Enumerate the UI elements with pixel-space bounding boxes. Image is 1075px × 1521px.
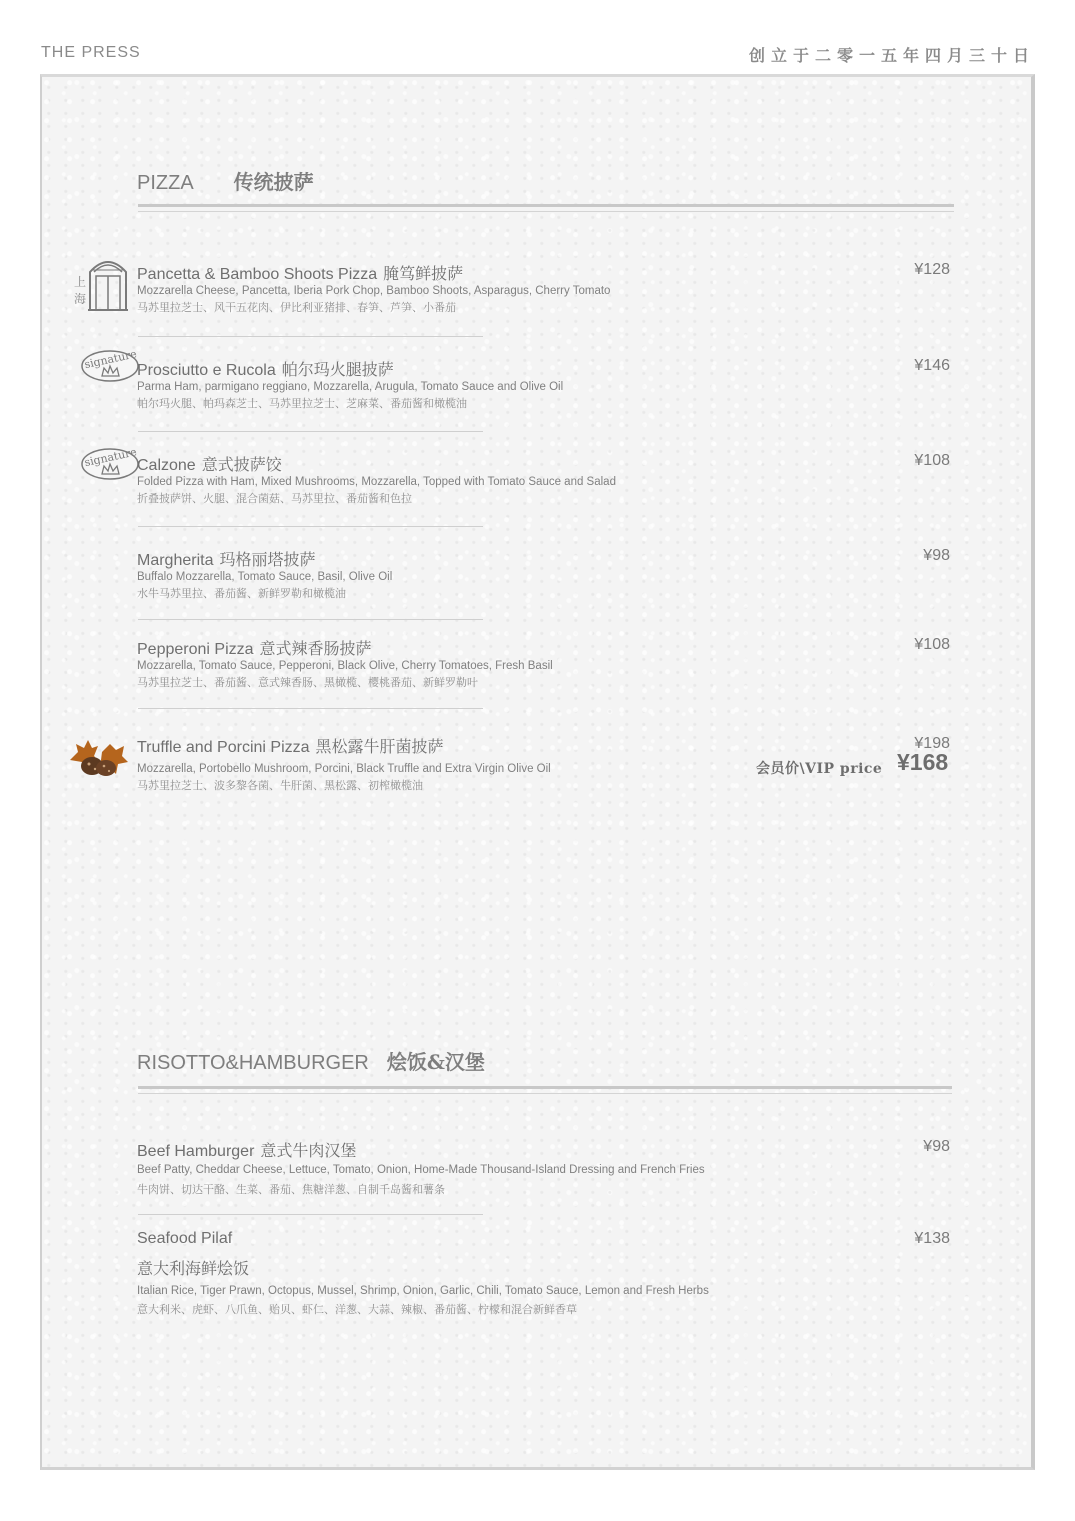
signature-crown-icon [80,346,140,382]
item-name [137,357,957,380]
item-name-en: Seafood Pilaf [137,1230,233,1247]
item-price: ¥138 [914,1230,950,1247]
item-desc-en: Buffalo Mozzarella, Tomato Sauce, Basil, Olive Oil [137,571,393,583]
section-rule-thin [138,211,954,212]
item-divider [138,431,483,432]
menu-item [137,636,957,690]
signature-text: signature [83,445,138,470]
item-desc-cn: 折叠披萨饼、火腿、混合菌菇、马苏里拉、番茄酱和色拉 [137,493,412,505]
item-name [137,636,957,659]
item-desc-cn: 水牛马苏里拉、番茄酱、新鲜罗勒和橄榄油 [137,588,346,600]
menu-item [137,261,957,315]
item-desc-cn: 马苏里拉芝士、番茄酱、意式辣香肠、黑橄榄、樱桃番茄、新鲜罗勒叶 [137,677,478,689]
item-desc-cn: 马苏里拉芝士、风干五花肉、伊比利亚猪排、春笋、芦笋、小番茄 [137,302,456,314]
item-name-en: Beef Hamburger [137,1143,255,1160]
section-title-en: RISOTTO&HAMBURGER [137,1052,369,1074]
item-name-cn: 帕尔玛火腿披萨 [281,362,394,379]
item-name [137,261,957,284]
menu-item [137,357,957,411]
menu-item [137,547,957,601]
item-desc-en: Folded Pizza with Ham, Mixed Mushrooms, Mozzarella, Topped with Tomato Sauce and Salad [137,476,616,488]
item-desc-cn: 牛肉饼、切达干酪、生菜、番茄、焦糖洋葱、自制千岛酱和薯条 [137,1184,445,1196]
item-name [137,547,957,570]
item-divider [138,526,483,527]
section-title-cn: 烩饭&汉堡 [386,1050,485,1074]
menu-item [137,452,957,506]
shanghai-building-icon [72,252,130,314]
item-name-en: Margherita [137,552,214,569]
signature-crown-icon [80,444,140,480]
item-name [137,1138,957,1161]
item-name-cn: 意式披萨饺 [201,457,282,474]
item-desc-en: Beef Patty, Cheddar Cheese, Lettuce, Tomato, Onion, Home-Made Thousand-Island Dressing and French Fries [137,1164,705,1176]
item-desc-cn: 帕尔玛火腿、帕玛森芝士、马苏里拉芝士、芝麻菜、番茄酱和橄榄油 [137,398,467,410]
item-desc-en: Mozzarella, Tomato Sauce, Pepperoni, Black Olive, Cherry Tomatoes, Fresh Basil [137,660,553,672]
item-desc-en: Mozzarella Cheese, Pancetta, Iberia Pork Chop, Bamboo Shoots, Asparagus, Cherry Tomato [137,285,611,297]
item-price: ¥98 [923,1138,950,1155]
item-desc-en: Italian Rice, Tiger Prawn, Octopus, Mussel, Shrimp, Onion, Garlic, Chili, Tomato Sauce, Lemon and Fresh Herbs [137,1285,709,1297]
item-name-en: Prosciutto e Rucola [137,362,276,379]
item-desc-cn: 马苏里拉芝士、波多黎各菌、牛肝菌、黑松露、初榨橄榄油 [137,780,423,792]
section-title-en: PIZZA [137,172,194,194]
vip-price: ¥168 [897,749,949,775]
item-divider [138,708,483,709]
menu-item [137,1230,957,1317]
vip-price-label: 会员价\VIP price [756,761,883,777]
item-desc-en: Mozzarella, Portobello Mushroom, Porcini, Black Truffle and Extra Virgin Olive Oil [137,763,551,775]
item-name-cn: 意式牛肉汉堡 [260,1143,357,1160]
item-price: ¥146 [914,357,950,374]
item-price: ¥108 [914,636,950,653]
item-divider [138,619,483,620]
item-desc-cn: 意大利米、虎虾、八爪鱼、贻贝、虾仁、洋葱、大蒜、辣椒、番茄酱、柠檬和混合新鲜香草 [137,1304,577,1316]
item-name-en: Truffle and Porcini Pizza [137,739,310,756]
signature-text: signature [83,347,138,372]
item-name-cn: 腌笃鲜披萨 [383,266,464,283]
item-divider [138,336,483,337]
item-name-cn: 黑松露牛肝菌披萨 [315,739,444,756]
badge-text-top: 上 [74,275,87,289]
item-price: ¥198 [914,735,950,752]
badge-text-bottom: 海 [74,292,87,306]
section-title-risotto [137,1046,485,1075]
item-name-cn: 玛格丽塔披萨 [219,552,316,569]
brand-name: THE PRESS [41,44,141,61]
autumn-mushroom-leaf-icon [66,738,128,780]
item-divider [138,1214,483,1215]
item-name-en: Calzone [137,457,196,474]
item-name [137,452,957,475]
item-name [137,734,957,757]
section-rule-thin [138,1093,952,1094]
section-title-pizza [137,166,314,195]
menu-item [137,1138,957,1197]
item-name-en: Pancetta & Bamboo Shoots Pizza [137,266,378,283]
section-title-cn: 传统披萨 [233,170,314,194]
item-price: ¥128 [914,261,950,278]
item-name-en: Pepperoni Pizza [137,641,254,658]
section-rule [138,1086,952,1089]
item-name-cn: 意式辣香肠披萨 [259,641,372,658]
item-price: ¥108 [914,452,950,469]
section-rule [138,204,954,207]
item-price: ¥98 [923,547,950,564]
item-name-cn: 意大利海鲜烩饭 [137,1261,250,1278]
item-desc-en: Parma Ham, parmigano reggiano, Mozzarella, Arugula, Tomato Sauce and Olive Oil [137,381,564,393]
founded-date: 创立于二零一五年四月三十日 [748,46,1035,65]
